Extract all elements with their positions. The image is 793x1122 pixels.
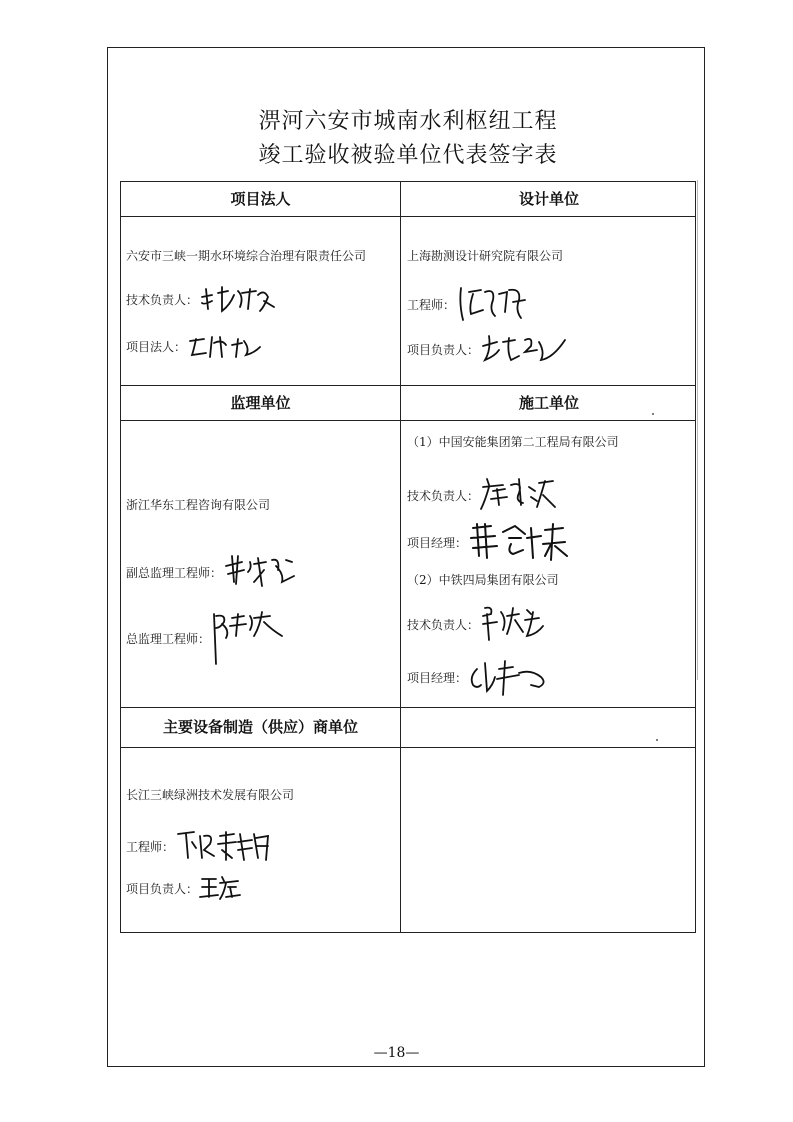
construction-pm1-label: 项目经理： — [407, 535, 468, 550]
equipment-engineer-row — [126, 828, 274, 864]
design-pm-row — [407, 332, 569, 366]
owner-legal-row — [126, 331, 266, 361]
signature-image — [198, 873, 248, 903]
design-engineer-label: 工程师： — [407, 297, 456, 312]
signature-image — [479, 602, 549, 646]
header-equipment: 主要设备制造（供应）商单位 — [162, 718, 358, 736]
signature-image — [174, 828, 274, 864]
page-number: —18— — [373, 1045, 420, 1061]
header-design: 设计单位 — [518, 190, 579, 208]
supervision-deputy-row — [126, 552, 302, 592]
scan-speck — [656, 739, 658, 741]
table-rule — [121, 747, 695, 748]
table-rule — [121, 420, 695, 421]
construction-tech2-label: 技术负责人： — [407, 617, 480, 632]
design-company: 上海勘测设计研究院有限公司 — [407, 249, 564, 263]
scan-artifact-line — [697, 180, 698, 680]
equipment-engineer-label: 工程师： — [126, 839, 175, 854]
signature-image — [479, 475, 559, 515]
signature-image — [186, 331, 266, 361]
table-rule — [121, 707, 695, 708]
document-title-line2: 竣工验收被验单位代表签字表 — [258, 143, 558, 168]
design-pm-label: 项目负责人： — [407, 342, 480, 357]
supervision-company: 浙江华东工程咨询有限公司 — [126, 498, 271, 512]
design-engineer-row — [407, 284, 535, 324]
header-owner: 项目法人 — [230, 190, 291, 208]
signature-image — [467, 655, 557, 699]
header-construction: 施工单位 — [518, 394, 579, 412]
construction-pm2-row — [407, 655, 557, 699]
header-supervision: 监理单位 — [230, 394, 291, 412]
construction-company2: （2）中铁四局集团有限公司 — [407, 573, 559, 587]
signature-image — [210, 608, 290, 668]
equipment-company: 长江三峡绿洲技术发展有限公司 — [126, 788, 295, 802]
supervision-chief-label: 总监理工程师： — [126, 631, 211, 646]
document-title-line1: 淠河六安市城南水利枢纽工程 — [258, 109, 558, 134]
construction-pm1-row — [407, 520, 577, 564]
scan-speck — [652, 413, 654, 415]
construction-tech2-row — [407, 602, 549, 646]
signature-image — [467, 520, 577, 564]
signature-image — [479, 332, 569, 366]
table-divider — [400, 182, 401, 932]
equipment-pm-label: 项目负责人： — [126, 881, 199, 896]
owner-tech-row — [126, 283, 278, 315]
signature-image — [198, 283, 278, 315]
owner-tech-label: 技术负责人： — [126, 292, 199, 307]
construction-tech1-label: 技术负责人： — [407, 488, 480, 503]
equipment-pm-row — [126, 873, 248, 903]
construction-tech1-row — [407, 475, 559, 515]
signature-table — [120, 181, 696, 933]
owner-company: 六安市三峡一期水环境综合治理有限责任公司 — [126, 249, 367, 263]
construction-company1: （1）中国安能集团第二工程局有限公司 — [407, 435, 619, 449]
supervision-chief-row — [126, 608, 290, 668]
supervision-deputy-label: 副总监理工程师： — [126, 565, 223, 580]
signature-image — [455, 284, 535, 324]
construction-pm2-label: 项目经理： — [407, 670, 468, 685]
table-rule — [121, 216, 695, 217]
owner-legal-label: 项目法人： — [126, 339, 187, 354]
signature-image — [222, 552, 302, 592]
